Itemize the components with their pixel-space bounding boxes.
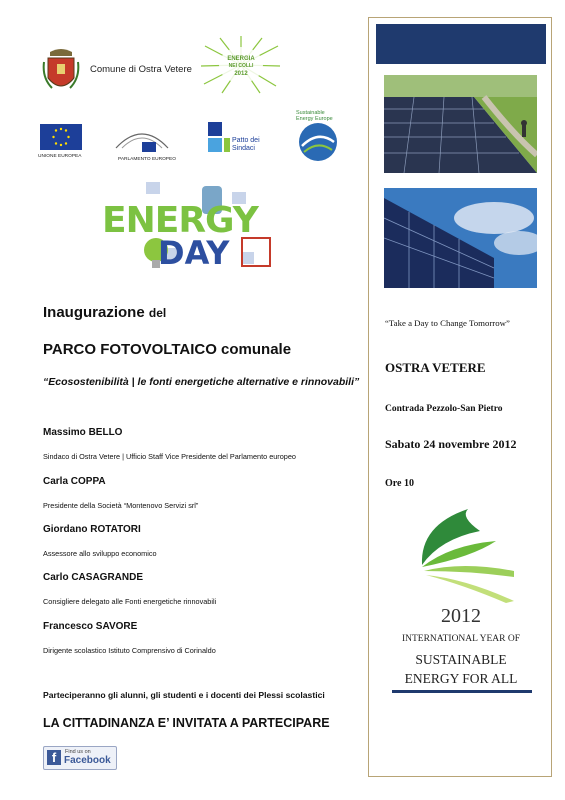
participants-note: Parteciperanno gli alunni, gli studenti e i docenti dei Plessi scolastici — [43, 690, 325, 700]
patto-text-1: Patto dei — [232, 137, 260, 144]
speaker-role: Consigliere delegato alle Fonti energetiche rinnovabili — [43, 597, 217, 606]
facebook-button[interactable] — [43, 746, 117, 770]
event-place: OSTRA VETERE — [385, 360, 486, 375]
speaker-name: Massimo BELLO — [43, 427, 123, 438]
invitation-heading: LA CITTADINANZA E’ INVITATA A PARTECIPARE — [43, 716, 330, 730]
year-number: 2012 — [441, 605, 481, 627]
facebook-find-text: Find us on — [65, 749, 91, 755]
speaker-role: Sindaco di Ostra Vetere | Ufficio Staff Vice Presidente del Parlamento europeo — [43, 452, 296, 461]
year-label-line3: ENERGY FOR ALL — [404, 671, 518, 686]
speaker-name: Carlo CASAGRANDE — [43, 572, 144, 583]
year-label-line1: INTERNATIONAL YEAR OF — [401, 634, 521, 644]
title-del: del — [148, 306, 167, 320]
patto-dei-sindaci-logo — [206, 118, 266, 164]
title-main: Inaugurazione — [43, 304, 145, 321]
energia-text-1: ENERGIA — [227, 56, 255, 62]
speaker-role: Dirigente scolastico Istituto Comprensivo di Corinaldo — [43, 646, 216, 655]
header-blue-bar — [376, 24, 546, 64]
speaker-role: Presidente della Società “Montenovo Servizi srl” — [43, 501, 199, 510]
sustainable-energy-swoosh-icon — [410, 505, 520, 605]
solar-field-photo — [384, 75, 537, 173]
event-address: Contrada Pezzolo-San Pietro — [385, 404, 503, 414]
energia-nei-colli-logo — [200, 36, 282, 94]
comune-name: Comune di Ostra Vetere — [90, 64, 192, 75]
speaker-role: Assessore allo sviluppo economico — [43, 549, 157, 558]
facebook-icon: f — [47, 750, 61, 765]
event-title — [43, 304, 166, 321]
patto-text-2: Sindaci — [232, 145, 255, 152]
energy-day-word-day: DAY — [158, 234, 230, 272]
speaker-name: Francesco SAVORE — [43, 621, 138, 632]
eu-caption: UNIONE EUROPEA — [38, 154, 82, 159]
solar-panel-sky-photo — [384, 188, 537, 288]
energia-text-2: NEI COLLI — [228, 63, 254, 69]
parliament-caption: PARLAMENTO EUROPEO — [118, 157, 176, 162]
energy-day-logo — [92, 178, 272, 276]
see-text-1: Sustainable — [296, 110, 325, 116]
see-text-2: Energy Europe — [296, 116, 333, 122]
sustainable-energy-europe-logo — [292, 108, 344, 164]
event-subtitle: “Ecosostenibilità | le fonti energetiche alternative e rinnovabili” — [43, 376, 360, 388]
event-date: Sabato 24 novembre 2012 — [385, 437, 517, 451]
speaker-name: Giordano ROTATORI — [43, 524, 141, 535]
energy-day-word-energy: ENERGY — [102, 200, 258, 241]
year-underline-bar — [392, 690, 532, 693]
event-title-line2: PARCO FOTOVOLTAICO comunale — [43, 341, 292, 358]
comune-crest-logo — [42, 48, 80, 96]
speaker-name: Carla COPPA — [43, 476, 106, 487]
event-slogan: “Take a Day to Change Tomorrow” — [385, 318, 510, 328]
event-time: Ore 10 — [385, 478, 414, 489]
eu-flag-logo — [40, 124, 82, 150]
energia-text-3: 2012 — [234, 71, 248, 77]
facebook-label: Facebook — [64, 755, 111, 766]
year-label-line2: SUSTAINABLE — [415, 652, 507, 667]
